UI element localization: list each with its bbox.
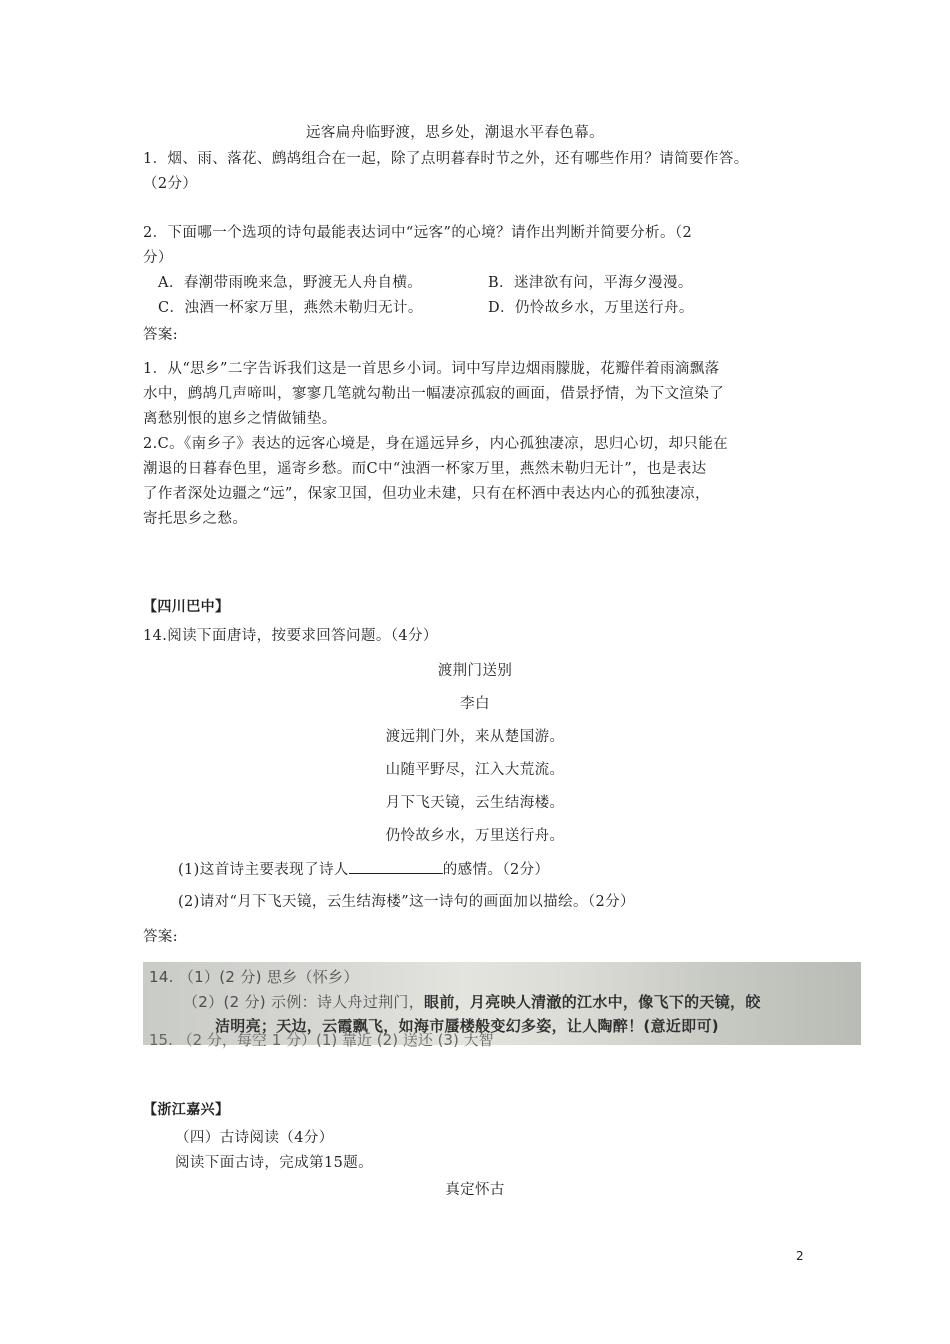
answer-1-line: 离愁别恨的崽乡之情做铺垫。 bbox=[143, 411, 337, 427]
scanned-answer-image bbox=[143, 962, 861, 1049]
instruction-text: 阅读下面古诗，完成第15题。 bbox=[175, 1155, 374, 1171]
poem-line: 仍怜故乡水，万里送行舟。 bbox=[385, 828, 565, 844]
photo-answer-segment: 眼前，月亮映人清澈的江水中，像飞下的天镜，皎 bbox=[424, 993, 761, 1011]
option-c: C．浊酒一杯家万里，燕然未勒归无计。 bbox=[158, 300, 423, 316]
answer-2-line: 2.C。《南乡子》表达的远客心境是，身在遥远异乡，内心孤独凄凉，思归心切，却只能在 bbox=[143, 436, 729, 452]
sub-question-1-prefix: (1)这首诗主要表现了诗人 bbox=[178, 862, 349, 878]
answer-2-line: 寄托思乡之愁。 bbox=[143, 511, 248, 527]
poem-author: 李白 bbox=[460, 696, 490, 712]
question-2-line-2: 分） bbox=[143, 250, 173, 266]
poem-line: 渡远荆门外，来从楚国游。 bbox=[385, 729, 565, 745]
option-d: D．仍怜故乡水，万里送行舟。 bbox=[488, 300, 694, 316]
option-b: B．迷津欲有问，平海夕漫漫。 bbox=[488, 275, 693, 291]
photo-cut-off-text: 15. （2 分，每空 1 分）(1) 靠近 (2) 送还 (3) 大智 bbox=[149, 1031, 494, 1049]
question-14: 14.阅读下面唐诗，按要求回答问题。（4分） bbox=[143, 628, 438, 644]
page-number: 2 bbox=[796, 1249, 804, 1263]
sub-question-1 bbox=[178, 859, 549, 880]
answer-label: 答案: bbox=[143, 327, 179, 343]
question-2-line-1: 2．下面哪一个选项的诗句最能表达词中“远客”的心境？请作出判断并简要分析。（2 bbox=[143, 225, 693, 241]
photo-answer-segment: （2）(2 分) 示例：诗人舟过荆门， bbox=[183, 993, 425, 1011]
photo-answer-line: 14. （1）(2 分) 思乡（怀乡） bbox=[149, 968, 359, 986]
answer-2-line: 潮退的日暮春色里，遥寄乡愁。而C中“浊酒一杯家万里，燕然未勒归无计”，也是表达 bbox=[143, 461, 707, 477]
sub-question-2: (2)请对“月下飞天镜，云生结海楼”这一诗句的画面加以描绘。（2分） bbox=[178, 894, 635, 910]
question-1-line-2: （2分） bbox=[143, 176, 198, 192]
photo-answer-line: 洁明亮；天边，云霞飘飞，如海市蜃楼般变幻多姿，让人陶醉！(意近即可) bbox=[215, 1017, 719, 1035]
poem-title: 真定怀古 bbox=[445, 1182, 505, 1198]
subsection-heading: （四）古诗阅读（4分） bbox=[175, 1130, 334, 1146]
option-a: A．春潮带雨晚来急，野渡无人舟自横。 bbox=[158, 275, 423, 291]
poem-last-line: 远客扁舟临野渡，思乡处，潮退水平春色幕。 bbox=[306, 125, 604, 141]
photo-answer-line bbox=[183, 991, 761, 1012]
section-heading-sichuan-bazhong: 【四川巴中】 bbox=[143, 599, 230, 615]
answer-blank bbox=[349, 859, 443, 874]
photo-cut-off-line bbox=[143, 1031, 861, 1049]
answer-2-line: 了作者深处边疆之“远”，保家卫国，但功业未建，只有在杯酒中表达内心的孤独凄凉， bbox=[143, 486, 710, 502]
question-1-line-1: 1．烟、雨、落花、鹧鸪组合在一起，除了点明暮春时节之外，还有哪些作用？请简要作答。 bbox=[143, 151, 749, 167]
answer-1-line: 水中，鹧鸪几声啼叫，寥寥几笔就勾勒出一幅凄凉孤寂的画面，借景抒情，为下文渲染了 bbox=[143, 386, 725, 402]
poem-line: 山随平野尽，江入大荒流。 bbox=[385, 762, 565, 778]
poem-title: 渡荆门送别 bbox=[437, 663, 513, 679]
answer-label: 答案: bbox=[143, 929, 179, 945]
poem-line: 月下飞天镜，云生结海楼。 bbox=[385, 795, 565, 811]
section-heading-zhejiang-jiaxing: 【浙江嘉兴】 bbox=[143, 1102, 230, 1118]
sub-question-1-suffix: 的感情。（2分） bbox=[442, 862, 550, 878]
answer-1-line: 1．从“思乡”二字告诉我们这是一首思乡小词。词中写岸边烟雨朦胧，花瓣伴着雨滴飘落 bbox=[143, 361, 720, 377]
